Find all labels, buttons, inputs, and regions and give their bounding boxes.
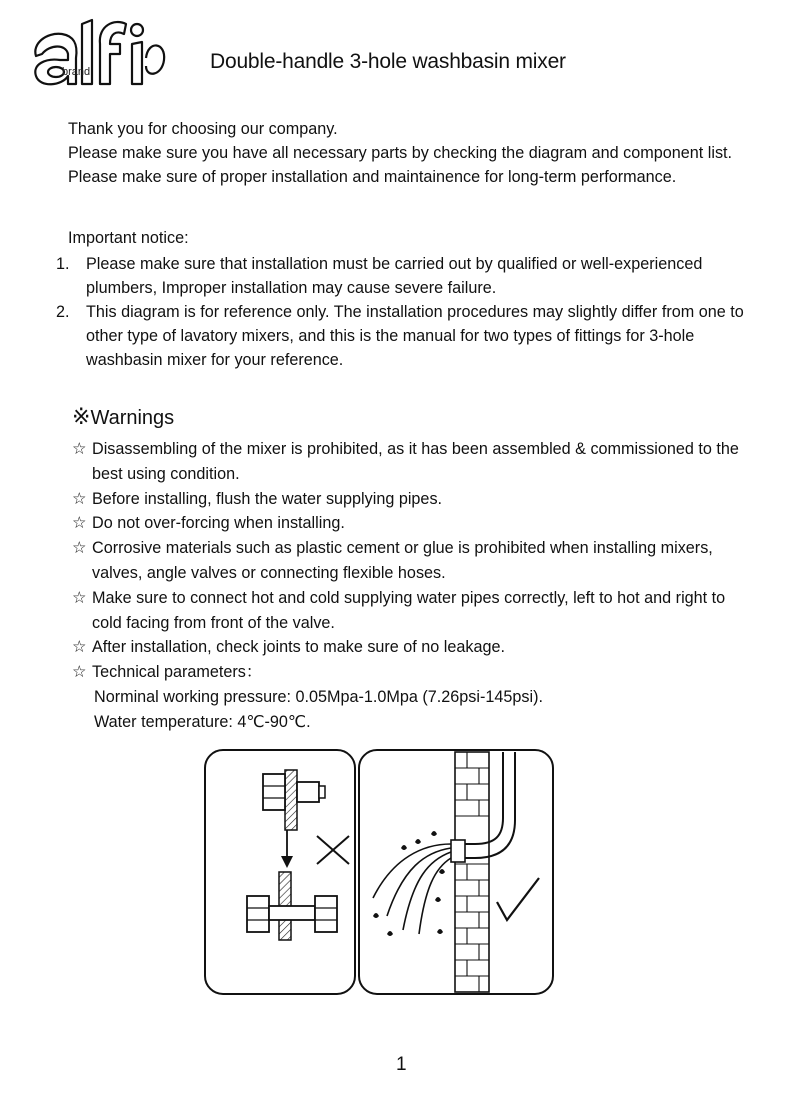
star-icon: ☆ (72, 588, 87, 607)
star-icon: ☆ (72, 514, 87, 533)
warning-item (72, 536, 742, 586)
star-icon: ☆ (72, 440, 87, 458)
intro-line: Thank you for choosing our company. (68, 120, 338, 138)
star-icon: ☆ (72, 663, 87, 682)
star-icon: ☆ (72, 539, 87, 558)
warning-item (72, 635, 742, 660)
important-notice (56, 226, 756, 372)
technical-parameter: Norminal working pressure: 0.05Mpa-1.0Mpa (7.26psi-145psi). (94, 687, 543, 706)
warning-text: Do not over-forcing when installing. (92, 514, 345, 533)
notice-item (56, 252, 756, 300)
document-title: Double-handle 3-hole washbasin mixer (210, 50, 566, 73)
notice-item-number: 1. (56, 255, 70, 273)
warning-text: Make sure to connect hot and cold supplying water pipes correctly, left to hot and right to cold facing from front of the valve. (92, 588, 726, 632)
incorrect-fitting-panel (205, 750, 355, 994)
star-icon: ☆ (72, 489, 87, 508)
warnings-section (72, 402, 762, 735)
flush-pipes-panel (359, 750, 553, 994)
warning-text: Corrosive materials such as plastic cement or glue is prohibited when installing mixers, valves, angle valves or connecting flexible hoses. (92, 539, 713, 582)
warning-item (72, 437, 742, 487)
intro-line: Please make sure of proper installation and maintainence for long-term performance. (68, 168, 677, 186)
reference-mark-icon: ※ (72, 404, 91, 429)
warning-item (72, 511, 742, 536)
illustration-graphic (203, 748, 555, 996)
logo-graphic (28, 14, 168, 96)
intro-line: Please make sure you have all necessary parts by checking the diagram and component list. (68, 144, 733, 162)
intro-section (68, 117, 732, 189)
warning-text: After installation, check joints to make sure of no leakage. (92, 638, 506, 657)
warning-text: Technical parameters： (92, 663, 263, 682)
notice-item-number: 2. (56, 303, 70, 321)
warnings-heading (72, 402, 762, 433)
warnings-list (72, 437, 762, 735)
technical-parameter: Water temperature: 4℃-90℃. (94, 712, 311, 731)
warning-item (72, 487, 742, 512)
warning-text: Disassembling of the mixer is prohibited, as it has been assembled & commissioned to the best using condition. (92, 440, 739, 483)
logo-sub-text: brand (62, 66, 91, 78)
notice-item-text: This diagram is for reference only. The installation procedures may slightly differ from one to other type of lavatory mixers, and this is the manual for two types of fittings for 3-hole washbasin mixer for your reference. (86, 303, 744, 369)
notice-heading: Important notice: (68, 229, 189, 247)
installation-illustration (203, 748, 555, 996)
brand-logo (28, 14, 168, 96)
warning-item (72, 586, 742, 636)
star-icon: ☆ (72, 638, 87, 657)
page-number: 1 (396, 1054, 407, 1075)
warnings-title: Warnings (90, 407, 175, 429)
warning-text: Before installing, flush the water supplying pipes. (92, 489, 443, 508)
warning-item (72, 660, 742, 685)
notice-item-text: Please make sure that installation must be carried out by qualified or well-experienced plumbers, Improper installation may cause severe failure. (86, 255, 703, 297)
notice-item (56, 300, 756, 372)
